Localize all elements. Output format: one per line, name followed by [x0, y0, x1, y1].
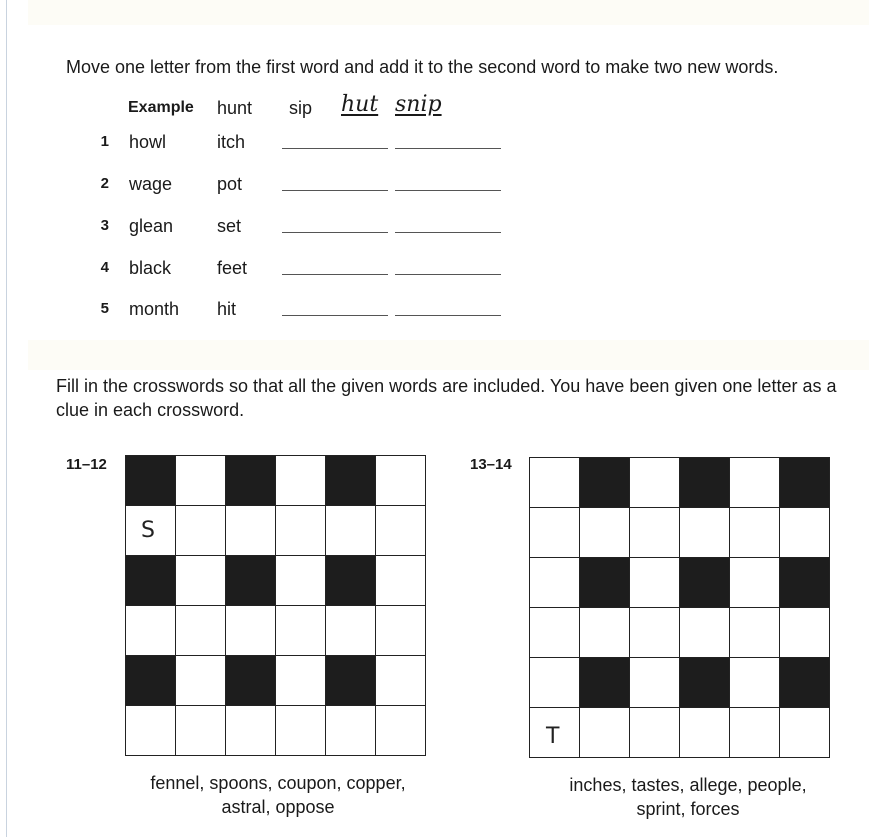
example-label: Example	[128, 99, 194, 116]
crossword-cell[interactable]	[376, 556, 426, 606]
word-list-line-2: astral, oppose	[221, 797, 335, 817]
crossword-cell[interactable]	[126, 706, 176, 756]
crossword-word-list-13-14	[529, 773, 847, 821]
word-list-line-1: fennel, spoons, coupon, copper,	[150, 773, 406, 793]
question-row-3	[0, 212, 560, 240]
crossword-cell[interactable]	[780, 608, 830, 658]
crossword-word-list-11-12	[125, 771, 431, 819]
crossword-cell[interactable]	[176, 506, 226, 556]
crossword-clue-letter: T	[546, 724, 560, 749]
crossword-cell[interactable]	[730, 708, 780, 758]
question-word2: hit	[217, 299, 237, 319]
crossword-cell[interactable]	[276, 706, 326, 756]
crossword-black-square	[680, 558, 730, 608]
crossword-cell[interactable]	[630, 658, 680, 708]
question-word2: pot	[217, 174, 243, 194]
crossword-cell[interactable]	[226, 706, 276, 756]
crossword-cell[interactable]	[680, 508, 730, 558]
crossword-cell[interactable]	[276, 506, 326, 556]
crossword-cell[interactable]	[730, 658, 780, 708]
answer-blank-1[interactable]	[282, 274, 388, 275]
crossword-black-square	[580, 658, 630, 708]
crossword-cell[interactable]	[780, 708, 830, 758]
crossword-cell[interactable]	[176, 556, 226, 606]
crossword-cell[interactable]	[276, 556, 326, 606]
crossword-black-square	[780, 558, 830, 608]
crossword-black-square	[780, 458, 830, 508]
question-word1: glean	[129, 216, 174, 236]
crossword-cell[interactable]	[176, 656, 226, 706]
crossword-cell[interactable]	[580, 608, 630, 658]
crossword-cell[interactable]	[376, 706, 426, 756]
word-list-line-2: sprint, forces	[636, 799, 740, 819]
answer-blank-2[interactable]	[395, 148, 501, 149]
section-divider-band	[28, 340, 869, 370]
crossword-black-square	[326, 556, 376, 606]
crossword-cell[interactable]	[530, 658, 580, 708]
crossword-cell[interactable]	[226, 506, 276, 556]
crossword-black-square	[126, 556, 176, 606]
crossword-cell[interactable]	[530, 708, 580, 758]
page-margin-rule	[6, 0, 7, 837]
crossword-cell[interactable]	[680, 708, 730, 758]
answer-blank-2[interactable]	[395, 232, 501, 233]
question-word1: howl	[129, 132, 167, 152]
crossword-cell[interactable]	[530, 558, 580, 608]
answer-blank-2[interactable]	[395, 190, 501, 191]
crossword-cell[interactable]	[176, 606, 226, 656]
crossword-cell[interactable]	[126, 606, 176, 656]
exercise1-instruction: Move one letter from the first word and add it to the second word to make two new words.	[66, 57, 779, 77]
exercise2-instruction: Fill in the crosswords so that all the given words are included. You have been given one letter as a clue in each crossword.	[56, 376, 837, 420]
answer-blank-1[interactable]	[282, 232, 388, 233]
crossword-cell[interactable]	[276, 606, 326, 656]
crossword-cell[interactable]	[276, 456, 326, 506]
crossword-cell[interactable]	[530, 508, 580, 558]
crossword-cell[interactable]	[176, 706, 226, 756]
question-word1: black	[129, 258, 172, 278]
example-row	[0, 94, 560, 122]
crossword-black-square	[226, 656, 276, 706]
crossword-cell[interactable]	[376, 606, 426, 656]
crossword-label-13-14: 13–14	[470, 456, 512, 473]
crossword-cell[interactable]	[530, 458, 580, 508]
crossword-black-square	[326, 656, 376, 706]
question-number: 1	[100, 133, 109, 150]
crossword-black-square	[680, 458, 730, 508]
crossword-black-square	[780, 658, 830, 708]
question-number: 5	[100, 300, 109, 317]
crossword-cell[interactable]	[630, 508, 680, 558]
example-word2: sip	[289, 98, 313, 118]
crossword-cell[interactable]	[730, 508, 780, 558]
crossword-black-square	[226, 456, 276, 506]
answer-blank-2[interactable]	[395, 315, 501, 316]
crossword-label-11-12: 11–12	[66, 456, 107, 473]
question-row-5	[0, 295, 560, 323]
crossword-cell[interactable]	[730, 458, 780, 508]
crossword-cell[interactable]	[730, 608, 780, 658]
crossword-black-square	[126, 456, 176, 506]
question-row-4	[0, 254, 560, 282]
example-answer1: hut	[341, 92, 379, 117]
crossword-grid-13-14	[529, 457, 830, 758]
crossword-cell[interactable]	[680, 608, 730, 658]
crossword-cell[interactable]	[376, 656, 426, 706]
question-word2: itch	[217, 132, 246, 152]
crossword-cell[interactable]	[630, 558, 680, 608]
crossword-cell[interactable]	[730, 558, 780, 608]
crossword-cell[interactable]	[276, 656, 326, 706]
crossword-cell[interactable]	[580, 508, 630, 558]
crossword-cell[interactable]	[630, 458, 680, 508]
question-row-2	[0, 170, 560, 198]
question-number: 2	[100, 175, 109, 192]
answer-blank-1[interactable]	[282, 148, 388, 149]
crossword-cell[interactable]	[176, 456, 226, 506]
question-row-1	[0, 128, 560, 156]
crossword-clue-letter: S	[141, 518, 155, 543]
crossword-grid-11-12	[125, 455, 426, 756]
crossword-cell[interactable]	[326, 506, 376, 556]
crossword-cell[interactable]	[780, 508, 830, 558]
word-list-line-1: inches, tastes, allege, people,	[569, 775, 807, 795]
crossword-black-square	[126, 656, 176, 706]
crossword-black-square	[326, 456, 376, 506]
crossword-black-square	[580, 458, 630, 508]
question-number: 3	[100, 217, 109, 234]
crossword-cell[interactable]	[530, 608, 580, 658]
crossword-black-square	[680, 658, 730, 708]
crossword-cell[interactable]	[630, 708, 680, 758]
crossword-cell[interactable]	[580, 708, 630, 758]
crossword-cell[interactable]	[326, 606, 376, 656]
crossword-black-square	[580, 558, 630, 608]
question-word2: set	[217, 216, 242, 236]
crossword-cell[interactable]	[376, 506, 426, 556]
example-answer2: snip	[395, 92, 442, 117]
example-word1: hunt	[217, 98, 253, 118]
question-word1: month	[129, 299, 180, 319]
question-word1: wage	[129, 174, 173, 194]
crossword-black-square	[226, 556, 276, 606]
question-number: 4	[100, 259, 109, 276]
answer-blank-2[interactable]	[395, 274, 501, 275]
crossword-cell[interactable]	[226, 606, 276, 656]
crossword-cell[interactable]	[326, 706, 376, 756]
crossword-cell[interactable]	[630, 608, 680, 658]
answer-blank-1[interactable]	[282, 315, 388, 316]
answer-blank-1[interactable]	[282, 190, 388, 191]
top-panel-band	[28, 0, 869, 25]
crossword-cell[interactable]	[376, 456, 426, 506]
crossword-cell[interactable]	[126, 506, 176, 556]
question-word2: feet	[217, 258, 248, 278]
